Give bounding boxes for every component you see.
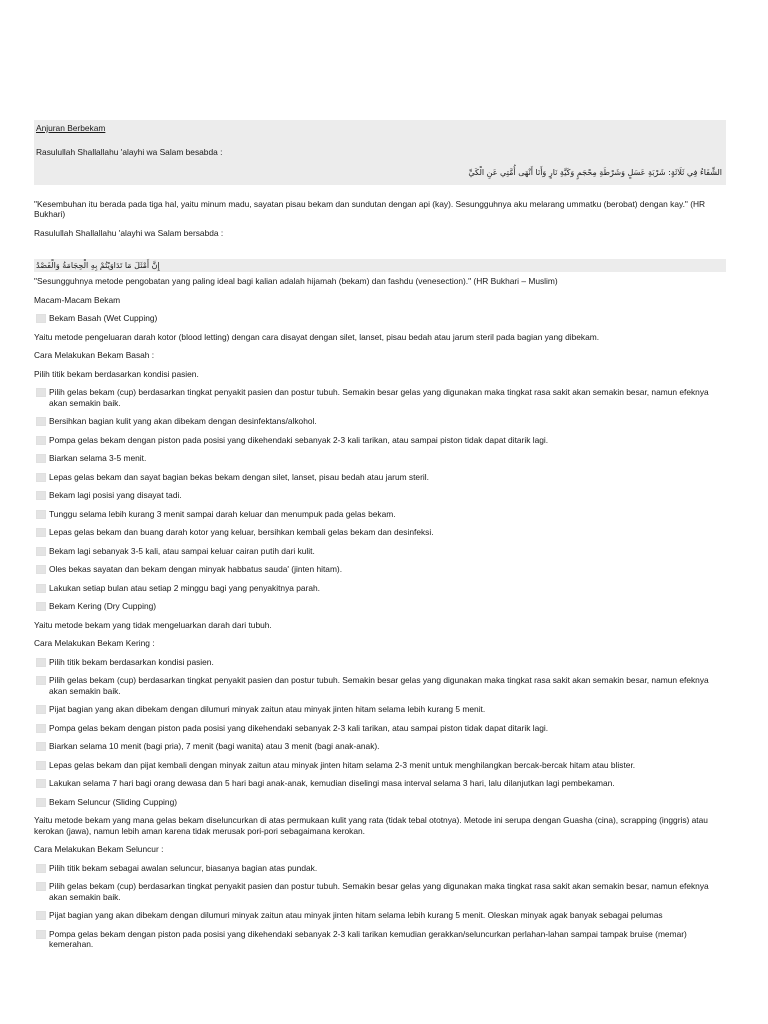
seluncur-steps-list [34, 863, 726, 950]
arabic-hadith-2: إِنَّ أَمْثَلَ مَا تَدَاوَيْتُمْ بِهِ الْحِجَامَةُ وَالْفَصْدُ [34, 259, 726, 272]
kering-step-item [34, 675, 726, 696]
bullet-box-icon [36, 705, 46, 714]
kering-step-item [34, 657, 726, 668]
bullet-box-icon [36, 742, 46, 751]
bullet-box-icon [36, 454, 46, 463]
bullet-box-icon [36, 473, 46, 482]
bullet-box-icon [36, 510, 46, 519]
heading-bekam-basah: Bekam Basah (Wet Cupping) [34, 313, 726, 324]
kering-step-text: Lepas gelas bekam dan pijat kembali dengan minyak zaitun atau minyak jinten hitam selama 2-3 menit untuk menghilangkan bercak-bercak hitam atau blister. [49, 759, 636, 770]
seluncur-step-text: Pompa gelas bekam dengan piston pada posisi yang dikehendaki sebanyak 2-3 kali tarikan kemudian gerakkan/seluncurkan perlahan-lahan sampai tampak bruise (memar) kemerahan. [49, 928, 687, 949]
hadith-intro-1: Rasulullah Shallallahu 'alayhi wa Salam besabda : [36, 147, 223, 157]
bullet-box-icon [36, 314, 46, 323]
bullet-box-icon [36, 491, 46, 500]
heading-bekam-seluncur: Bekam Seluncur (Sliding Cupping) [34, 797, 726, 808]
section-macam: Macam-Macam Bekam [34, 294, 121, 305]
basah-step-item [34, 509, 726, 520]
basah-step-text: Tunggu selama lebih kurang 3 menit sampai darah keluar dan menumpuk pada gelas bekam. [49, 508, 396, 519]
basah-step-item [34, 416, 726, 427]
seluncur-step-item [34, 910, 726, 921]
bullet-box-icon [36, 761, 46, 770]
basah-step-item [34, 490, 726, 501]
basah-steps-list [34, 387, 726, 593]
bullet-box-icon [36, 417, 46, 426]
basah-step-text: Lepas gelas bekam dan sayat bagian bekas bekam dengan silet, lanset, pisau bedah atau jarum steril. [49, 471, 429, 482]
seluncur-step-item [34, 929, 726, 950]
seluncur-description: Yaitu metode bekam yang mana gelas bekam diseluncurkan di atas permukaan kulit yang rata (tidak tebal ototnya). Metode ini serupa dengan Guasha (cina), scrapping (inggris) atau kerokan (jawa), namun lebih aman karena tidak merusak pori-pori sebagaimana kerokan. [34, 815, 708, 836]
kering-step-text: Pijat bagian yang akan dibekam dengan dilumuri minyak zaitun atau minyak jinten hitam selama lebih kurang 5 menit. [49, 704, 486, 714]
kering-step-item [34, 760, 726, 771]
bullet-box-icon [36, 676, 46, 685]
basah-step-text: Bekam lagi sebanyak 3-5 kali, atau sampai keluar cairan putih dari kulit. [49, 545, 315, 556]
basah-step-text: Lepas gelas bekam dan buang darah kotor yang keluar, bersihkan kembali gelas bekam dan desinfeksi. [49, 527, 434, 537]
bullet-box-icon [36, 388, 46, 397]
bullet-box-icon [36, 528, 46, 537]
basah-step-item [34, 435, 726, 446]
hadith-intro-2: Rasulullah Shallallahu 'alayhi wa Salam bersabda : [34, 227, 224, 238]
basah-step-text: Pompa gelas bekam dengan piston pada posisi yang dikehendaki sebanyak 2-3 kali tarikan, atau sampai piston tidak dapat ditarik lagi. [49, 434, 549, 445]
kering-step-text: Pilih gelas bekam (cup) berdasarkan tingkat penyakit pasien dan postur tubuh. Semakin besar gelas yang digunakan maka tingkat rasa sakit akan semakin besar, namun efeknya akan semakin baik. [49, 675, 709, 696]
kering-description: Yaitu metode bekam yang tidak mengeluarkan darah dari tubuh. [34, 619, 272, 630]
basah-step-text: Bekam lagi posisi yang disayat tadi. [49, 490, 182, 500]
kering-step-text: Lakukan selama 7 hari bagi orang dewasa dan 5 hari bagi anak-anak, kemudian diselingi masa interval selama 3 hari, lalu dilanjutkan lagi pembekaman. [49, 778, 615, 788]
bullet-box-icon [36, 602, 46, 611]
kering-step-item [34, 741, 726, 752]
basah-step-item [34, 583, 726, 594]
basah-step-text: Lakukan setiap bulan atau setiap 2 minggu bagi yang penyakitnya parah. [49, 582, 320, 593]
basah-description: Yaitu metode pengeluaran darah kotor (blood letting) dengan cara disayat dengan silet, lanset, pisau bedah atau jarum steril pada bagian yang dibekam. [34, 331, 600, 342]
basah-step-text: Oles bekas sayatan dan bekam dengan minyak habbatus sauda' (jinten hitam). [49, 564, 343, 574]
basah-cara: Cara Melakukan Bekam Basah : [34, 350, 155, 360]
bullet-box-icon [36, 798, 46, 807]
kering-cara: Cara Melakukan Bekam Kering : [34, 638, 155, 648]
basah-step-text: Biarkan selama 3-5 menit. [49, 453, 147, 463]
bullet-box-icon [36, 930, 46, 939]
document-body [34, 120, 726, 950]
seluncur-step-text: Pilih titik bekam sebagai awalan seluncur, biasanya bagian atas pundak. [49, 862, 318, 873]
bullet-box-icon [36, 565, 46, 574]
kering-step-item [34, 704, 726, 715]
kering-step-item [34, 778, 726, 789]
kering-steps-list [34, 657, 726, 789]
bullet-box-icon [36, 436, 46, 445]
basah-step-text: Pilih gelas bekam (cup) berdasarkan tingkat penyakit pasien dan postur tubuh. Semakin besar gelas yang digunakan maka tingkat rasa sakit akan semakin besar, namun efeknya akan semakin baik. [49, 387, 709, 408]
seluncur-step-text: Pilih gelas bekam (cup) berdasarkan tingkat penyakit pasien dan postur tubuh. Semakin besar gelas yang digunakan maka tingkat rasa sakit akan semakin besar, namun efeknya akan semakin baik. [49, 881, 709, 902]
basah-step-item [34, 527, 726, 538]
basah-step-text: Bersihkan bagian kulit yang akan dibekam dengan desinfektans/alkohol. [49, 416, 317, 426]
document-title: Anjuran Berbekam [36, 123, 106, 133]
basah-step-item [34, 453, 726, 464]
bullet-box-icon [36, 547, 46, 556]
kering-step-text: Pilih titik bekam berdasarkan kondisi pasien. [49, 656, 214, 667]
bullet-box-icon [36, 911, 46, 920]
kering-step-text: Pompa gelas bekam dengan piston pada posisi yang dikehendaki sebanyak 2-3 kali tarikan, atau sampai piston tidak dapat ditarik lagi. [49, 722, 549, 733]
basah-step-item [34, 564, 726, 575]
arabic-hadith-1: الشِّفَاءُ فِي ثَلَاثَةٍ: شَرْبَةِ عَسَلٍ وَشَرْطَةِ مِحْجَمٍ وَكَيَّةِ نَارٍ وَأَنَا أَنْهَى أُمَّتِي عَنِ الْكَيِّ [36, 168, 724, 177]
quote-1: "Kesembuhan itu berada pada tiga hal, yaitu minum madu, sayatan pisau bekam dan sundutan dengan api (kay). Sesungguhnya aku melarang ummatku (berobat) dengan kay." (HR Bukhari) [34, 198, 706, 219]
seluncur-step-text: Pijat bagian yang akan dibekam dengan dilumuri minyak zaitun atau minyak jinten hitam selama lebih kurang 5 menit. Oleskan minyak agak banyak sebagai pelumas [49, 910, 663, 920]
basah-step-item [34, 387, 726, 408]
header-block [34, 120, 726, 185]
bullet-box-icon [36, 779, 46, 788]
bullet-box-icon [36, 882, 46, 891]
bullet-box-icon [36, 584, 46, 593]
seluncur-cara: Cara Melakukan Bekam Seluncur : [34, 844, 164, 854]
basah-step-item [34, 472, 726, 483]
bullet-box-icon [36, 864, 46, 873]
basah-step-item [34, 546, 726, 557]
basah-pilih: Pilih titik bekam berdasarkan kondisi pasien. [34, 368, 199, 379]
quote-2: "Sesungguhnya metode pengobatan yang paling ideal bagi kalian adalah hijamah (bekam) dan fashdu (venesection)." (HR Bukhari – Muslim) [34, 276, 558, 286]
kering-step-item [34, 723, 726, 734]
heading-bekam-kering: Bekam Kering (Dry Cupping) [34, 601, 726, 612]
bullet-box-icon [36, 658, 46, 667]
seluncur-step-item [34, 863, 726, 874]
bullet-box-icon [36, 724, 46, 733]
kering-step-text: Biarkan selama 10 menit (bagi pria), 7 menit (bagi wanita) atau 3 menit (bagi anak-anak). [49, 741, 380, 751]
seluncur-step-item [34, 881, 726, 902]
